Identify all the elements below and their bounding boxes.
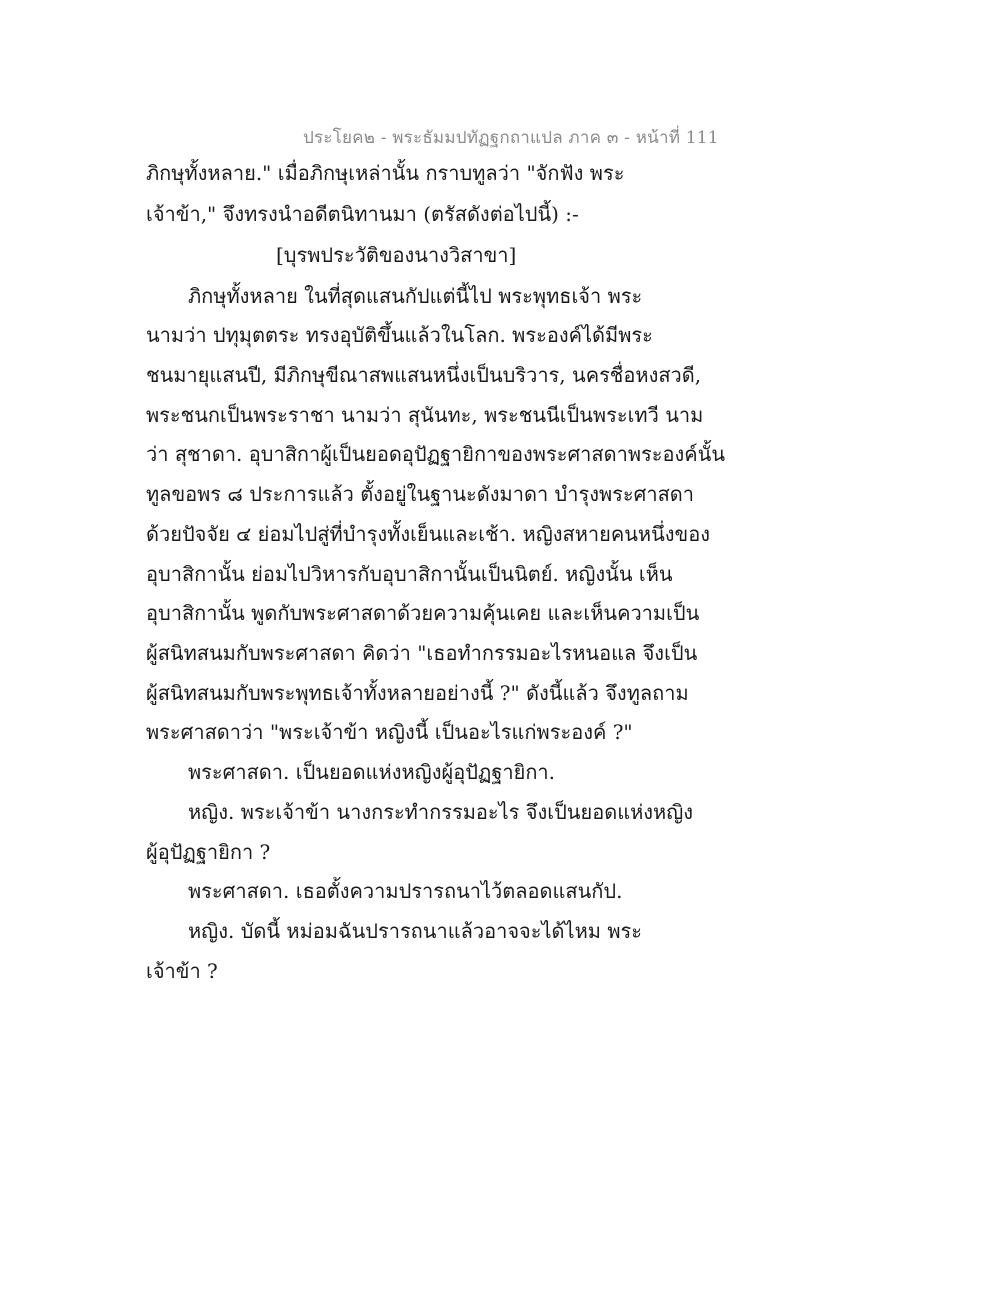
text-line: ภิกษุทั้งหลาย ในที่สุดแสนกัปแต่นี้ไป พระพุทธเจ้า พระ (188, 284, 643, 308)
text-line: ภิกษุทั้งหลาย." เมื่อภิกษุเหล่านั้น กราบทูลว่า "จักฟัง พระ (146, 161, 625, 185)
text-line: ผู้อุปัฏฐายิกา ? (146, 840, 271, 864)
text-line: หญิง. บัดนี้ หม่อมฉันปรารถนาแล้วอาจจะได้ไหม พระ (188, 919, 642, 943)
text-line: ทูลขอพร ๘ ประการแล้ว ตั้งอยู่ในฐานะดังมาดา บำรุงพระศาสดา (146, 482, 694, 506)
page-header: ประโยค๒ - พระธัมมปทัฏฐกถาแปล ภาค ๓ - หน้าที่ 111 (303, 128, 719, 148)
text-line: เจ้าข้า," จึงทรงนำอดีตนิทานมา (ตรัสดังต่อไปนี้) :- (146, 202, 579, 226)
text-line: นามว่า ปทุมุตตระ ทรงอุบัติขึ้นแล้วในโลก. พระองค์ได้มีพระ (146, 323, 653, 347)
text-line: พระศาสดา. เป็นยอดแห่งหญิงผู้อุปัฏฐายิกา. (188, 760, 556, 784)
section-heading: [บุรพประวัติของนางวิสาขา] (276, 243, 517, 267)
text-line: หญิง. พระเจ้าข้า นางกระทำกรรมอะไร จึงเป็นยอดแห่งหญิง (188, 800, 694, 824)
text-line: พระชนกเป็นพระราชา นามว่า สุนันทะ, พระชนนีเป็นพระเทวี นาม (146, 403, 704, 427)
text-line: ว่า สุชาดา. อุบาสิกาผู้เป็นยอดอุปัฏฐายิกาของพระศาสดาพระองค์นั้น (146, 442, 725, 466)
text-line: ผู้สนิทสนมกับพระศาสดา คิดว่า "เธอทำกรรมอะไรหนอแล จึงเป็น (146, 641, 698, 665)
text-line: อุบาสิกานั้น พูดกับพระศาสดาด้วยความคุ้นเคย และเห็นความเป็น (146, 601, 700, 625)
text-line: พระศาสดา. เธอตั้งความปรารถนาไว้ตลอดแสนกัป. (188, 879, 623, 903)
text-line: พระศาสดาว่า "พระเจ้าข้า หญิงนี้ เป็นอะไรแก่พระองค์ ?" (146, 720, 633, 744)
text-line: ด้วยปัจจัย ๔ ย่อมไปสู่ที่บำรุงทั้งเย็นและเช้า. หญิงสหายคนหนึ่งของ (146, 522, 711, 546)
text-line: ชนมายุแสนปี, มีภิกษุขีณาสพแสนหนึ่งเป็นบริวาร, นครชื่อหงสวดี, (146, 363, 702, 387)
text-line: อุบาสิกานั้น ย่อมไปวิหารกับอุบาสิกานั้นเป็นนิตย์. หญิงนั้น เห็น (146, 562, 673, 586)
text-line: เจ้าข้า ? (146, 959, 218, 983)
text-line: ผู้สนิทสนมกับพระพุทธเจ้าทั้งหลายอย่างนี้ ?" ดังนี้แล้ว จึงทูลถาม (146, 681, 689, 705)
